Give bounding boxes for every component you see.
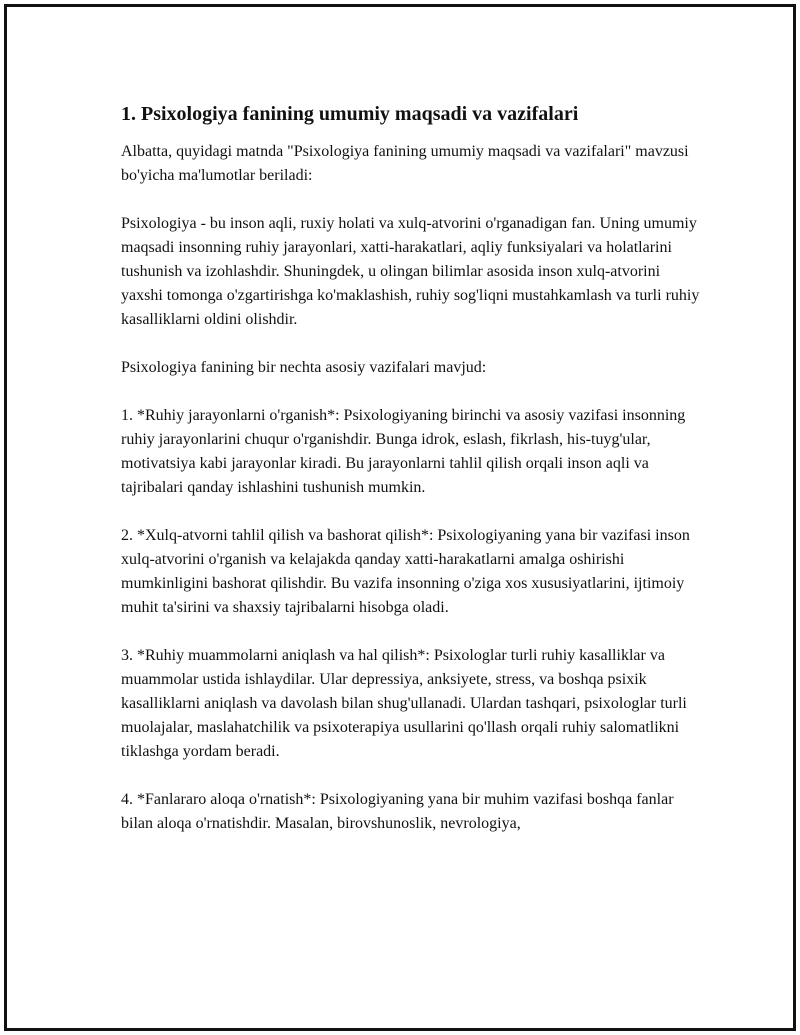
document-title: 1. Psixologiya fanining umumiy maqsadi va vazifalari — [121, 103, 579, 125]
document-page — [4, 4, 796, 1031]
document-content — [121, 101, 701, 860]
task-4-paragraph: 4. *Fanlararo aloqa o'rnatish*: Psixologiyaning yana bir muhim vazifasi boshqa fanlar bilan aloqa o'rnatishdir. Masalan, birovshunoslik, nevrologiya, — [121, 791, 674, 832]
task-3-paragraph: 3. *Ruhiy muammolarni aniqlash va hal qilish*: Psixologlar turli ruhiy kasalliklar va muammolar ustida ishlaydilar. Ular depressiya, anksiyete, stress, va boshqa psixik kasalliklarni aniqlash va davolash bilan shug'ullanadi. Ulardan tashqari, psixologlar turli muolajalar, maslahatchilik va psixoterapiya usullarini qo'llash orqali ruhiy salomatlikni tiklashga yordam beradi. — [121, 647, 687, 760]
definition-paragraph: Psixologiya - bu inson aqli, ruxiy holati va xulq-atvorini o'rganadigan fan. Uning umumiy maqsadi insonning ruhiy jarayonlari, xatti-harakatlari, aqliy funksiyalari va holatlarini tushunish va izohlashdir. Shuningdek, u olingan bilimlar asosida inson xulq-atvorini yaxshi tomonga o'zgartirishga ko'maklashish, ruhiy sog'liqni mustahkamlash va turli ruhiy kasalliklarni oldini olishdir. — [121, 215, 700, 328]
intro-paragraph: Albatta, quyidagi matnda "Psixologiya fanining umumiy maqsadi va vazifalari" mavzusi bo'yicha ma'lumotlar beriladi: — [121, 143, 689, 184]
tasks-intro-paragraph: Psixologiya fanining bir nechta asosiy vazifalari mavjud: — [121, 359, 487, 376]
task-2-paragraph: 2. *Xulq-atvorni tahlil qilish va bashorat qilish*: Psixologiyaning yana bir vazifasi inson xulq-atvorini o'rganish va kelajakda qanday xatti-harakatlarni amalga oshirishi mumkinligini bashorat qilishdir. Bu vazifa insonning o'ziga xos xususiyatlarini, ijtimoiy muhit ta'sirini va shaxsiy tajribalarni hisobga oladi. — [121, 527, 690, 616]
task-1-paragraph: 1. *Ruhiy jarayonlarni o'rganish*: Psixologiyaning birinchi va asosiy vazifasi insonning ruhiy jarayonlarini chuqur o'rganishdir. Bunga idrok, eslash, fikrlash, his-tuyg'ular, motivatsiya kabi jarayonlar kiradi. Bu jarayonlarni tahlil qilish orqali inson aqli va tajribalari qanday ishlashini tushunish mumkin. — [121, 407, 686, 496]
